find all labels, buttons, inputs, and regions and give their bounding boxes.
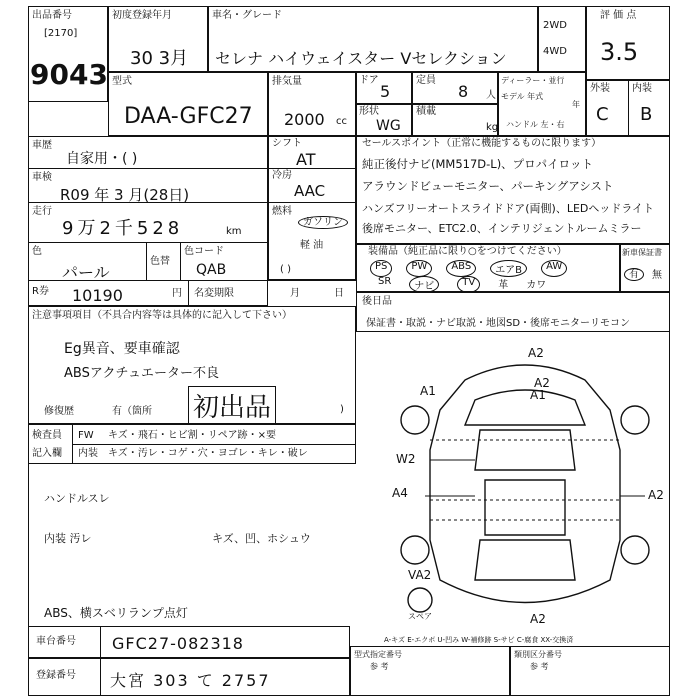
grade-value: 3.5 — [600, 38, 639, 66]
color-code-label: 色コード — [184, 246, 224, 257]
color-code-paren: ( ) — [280, 264, 291, 275]
inspector-fw-items: キズ・飛石・ヒビ割・リペア跡・×要 — [108, 430, 276, 441]
equip-aw: AW — [541, 260, 567, 277]
name-change-day: 日 — [334, 288, 344, 299]
color-code-value: QAB — [196, 262, 227, 278]
equipment-label: 装備品（純正品に限り○をつけてください） — [368, 246, 567, 257]
fuel-label: 燃料 — [272, 206, 292, 217]
doors-value: 5 — [380, 82, 391, 101]
mark-a2-top: A2 — [528, 346, 544, 360]
model-label: 型式 — [112, 76, 132, 87]
displacement-unit: cc — [336, 116, 347, 127]
recycle-unit: 円 — [172, 288, 182, 299]
shape-value: WG — [376, 118, 401, 134]
plate-value: 大宮 303 て 2757 — [110, 671, 271, 690]
car-name-value: セレナ ハイウェイスター Vセレクション — [215, 49, 507, 68]
equipment-row-2 — [378, 276, 546, 293]
inspector-label-2: 記入欄 — [32, 448, 62, 459]
car-name-label: 車名・グレード — [212, 10, 282, 21]
chassis-value: GFC27-082318 — [112, 634, 244, 653]
model-year-label: モデル 年式 — [501, 92, 544, 101]
first-reg-value: 30 3月 — [130, 48, 189, 69]
chassis-label: 車台番号 — [36, 636, 76, 647]
capacity-value: 8 — [458, 82, 469, 101]
mileage-unit: km — [226, 226, 242, 237]
model-value: DAA-GFC27 — [124, 104, 253, 129]
ac-value: AAC — [294, 182, 326, 200]
remark-2: 内装 汚レ — [44, 532, 92, 545]
recycle-value: 10190 — [72, 286, 123, 305]
history-value: 自家用・( ) — [66, 151, 138, 167]
equip-ps: PS — [370, 260, 392, 277]
ac-label: 冷房 — [272, 170, 292, 181]
capacity-label: 定員 — [416, 75, 436, 86]
equip-abs: ABS — [446, 260, 476, 277]
mark-a2-upper: A2 — [534, 376, 550, 390]
capacity-unit: 人 — [486, 90, 496, 101]
sales-line-4: 後席モニター、ETC2.0、インテリジェントルームミラー — [362, 222, 642, 235]
shift-value: AT — [296, 150, 316, 169]
name-change-month: 月 — [290, 288, 300, 299]
exterior-label: 外装 — [590, 83, 610, 94]
type-spec-label: 型式指定番号 — [354, 650, 402, 659]
plate-label: 登録番号 — [36, 670, 76, 681]
fuel-value: ガソリン — [298, 216, 348, 229]
dealer-label: ディーラー・並行 — [501, 76, 565, 85]
remark-4: ABS、横スベリランプ点灯 — [44, 606, 188, 620]
equip-kawa: カワ — [526, 280, 547, 291]
shape-label: 形状 — [359, 106, 379, 117]
inspector-in-items: キズ・汚レ・コゲ・穴・ヨゴレ・キレ・破レ — [108, 448, 308, 459]
inspector-label: 検査員 — [32, 430, 62, 441]
notes-label: 注意事項項目（不具合内容等は具体的に記入して下さい） — [32, 310, 292, 321]
mileage-label: 走行 — [32, 206, 52, 217]
remark-3: キズ、凹、ホシュウ — [212, 532, 311, 545]
equip-sr: SR — [378, 276, 392, 287]
warranty-yes: 有 — [624, 268, 644, 281]
category-ref: 参 考 — [530, 662, 549, 671]
inspector-in: 内装 — [78, 448, 98, 459]
load-label: 積載 — [416, 106, 436, 117]
doors-label: ドア — [359, 75, 379, 86]
load-unit: kg — [486, 122, 499, 133]
mileage-value: 9万2千528 — [62, 218, 184, 239]
displacement-label: 排気量 — [272, 76, 302, 87]
type-spec-ref: 参 考 — [370, 662, 389, 671]
name-change-label: 名変期限 — [194, 288, 234, 299]
mark-a1-hood: A1 — [530, 388, 546, 402]
category-label: 類別区分番号 — [514, 650, 562, 659]
equip-pw: PW — [406, 260, 432, 277]
fuel-alt: 軽 油 — [300, 240, 324, 251]
history-label: 車歴 — [32, 140, 52, 151]
equip-leather: 革 — [498, 280, 509, 291]
auction-sheet: 出品番号 [2170] 9043 初度登録年月 30 3月 車名・グレード セレナ ハイウェイスター Vセレクション 2WD 4WD 評 価 点 3.5 型式 DAA-GFC27 排気量 2000 cc ドア 5 定員 8 人 ディーラー・並行 モデル 年式 年 ハンドル 左・右 形状 WG 積載 kg 外装 内装 C B 車歴 自家用・( ) 車検 R09 年 3 月(28日) 走行 9万2千528 km 色 パール 色替 色コード QAB ( ) R券 10190 円 名変期限 月 日 シフト AT 冷房 AAC 燃料 ガソリン 軽 油 セールスポイント（正常に機能するものに限ります） 純正後付ナビ(MM517D-L)、プロパイロット アラウンドビューモニター、パーキングアシスト ハンズフリーオートスライドドア(両側)、LEDヘッドライト 後席モニター、ETC2.0、インテリジェントルームミラー 装備品（純正品に限り○をつけてください） PS PW ABS エアB AW SR ナビ TV 革 カワ 新車保証書 有 無 後日品 保証書・取説・ナビ取説・地図SD・後席モニターリモコン 注意事項項目（不具合内容等は具体的に記入して下さい） Eg異音、要車確認 ABSアクチュエーター不良 修復歴 有（箇所 初出品 ) 検査員 記入欄 FW キズ・飛石・ヒビ割・リペア跡・×要 内装 キズ・汚レ・コゲ・穴・ヨゴレ・キレ・破レ ハンドルスレ 内装 汚レ キズ、凹、ホシュウ ABS、横スベリランプ点灯 A2 A2 A1 A1 W2 A4 A2 VA2 A2 スペア A-キズ E-エクボ U-凹み W-補修跡 S-サビ C-腐食 XX-交換済 車台番号 GFC27-082318 登録番号 大宮 303 て 2757 型式指定番号 参 考 類別区分番号 参 考 — [0, 0, 700, 700]
sales-line-3: ハンズフリーオートスライドドア(両側)、LEDヘッドライト — [362, 202, 655, 215]
mark-a1-left: A1 — [420, 384, 436, 398]
color-value: パール — [62, 263, 110, 282]
sales-points-label: セールスポイント（正常に機能するものに限ります） — [362, 138, 602, 149]
mark-a4: A4 — [392, 486, 408, 500]
grade-label: 評 価 点 — [600, 10, 637, 21]
accessories-label: 後日品 — [362, 296, 392, 307]
inspector-fw: FW — [78, 430, 94, 441]
sales-line-1: 純正後付ナビ(MM517D-L)、プロパイロット — [362, 157, 593, 171]
mark-spare: スペア — [408, 612, 432, 621]
accessories-value: 保証書・取説・ナビ取説・地図SD・後席モニターリモコン — [366, 318, 631, 329]
lot-sub: [2170] — [44, 28, 78, 39]
color-no-label: 色替 — [150, 256, 170, 267]
equip-tv: TV — [457, 276, 480, 293]
color-label: 色 — [32, 246, 42, 257]
equip-airbag: エアB — [490, 260, 527, 277]
repair-value: 有（箇所 — [112, 406, 152, 417]
sales-line-2: アラウンドビューモニター、パーキングアシスト — [362, 179, 614, 193]
lot-label: 出品番号 — [32, 10, 72, 21]
repair-label: 修復歴 — [44, 406, 74, 417]
first-listing: 初出品 — [188, 386, 276, 425]
recycle-label: R券 — [32, 286, 49, 297]
diagram-legend: A-キズ E-エクボ U-凹み W-補修跡 S-サビ C-腐食 XX-交換済 — [384, 636, 574, 644]
mark-w2: W2 — [396, 452, 416, 466]
interior-label: 内装 — [632, 83, 652, 94]
equip-navi: ナビ — [409, 276, 439, 293]
mark-a2-right: A2 — [648, 488, 664, 502]
shift-label: シフト — [272, 138, 302, 149]
mark-va2: VA2 — [408, 568, 432, 582]
model-year-unit: 年 — [572, 100, 580, 109]
warranty-no: 無 — [652, 270, 662, 281]
displacement-value: 2000 — [284, 110, 325, 129]
exterior-value: C — [596, 104, 609, 125]
equipment-row-1 — [370, 260, 567, 277]
first-reg-label: 初度登録年月 — [112, 10, 172, 21]
drive-4wd: 4WD — [543, 46, 567, 57]
notes-line-1: Eg異音、要車確認 — [64, 341, 180, 357]
warranty-label: 新車保証書 — [622, 248, 662, 257]
drive-2wd: 2WD — [543, 20, 567, 31]
mark-a2-bottom: A2 — [530, 612, 546, 626]
inspection-label: 車検 — [32, 172, 52, 183]
notes-line-2: ABSアクチュエーター不良 — [64, 366, 220, 381]
interior-value: B — [640, 104, 653, 125]
handle-label: ハンドル 左・右 — [506, 120, 565, 129]
lot-number: 9043 — [30, 58, 108, 91]
drive-cell — [538, 6, 586, 72]
remark-1: ハンドルスレ — [44, 492, 110, 505]
inspection-value: R09 年 3 月(28日) — [60, 186, 190, 204]
